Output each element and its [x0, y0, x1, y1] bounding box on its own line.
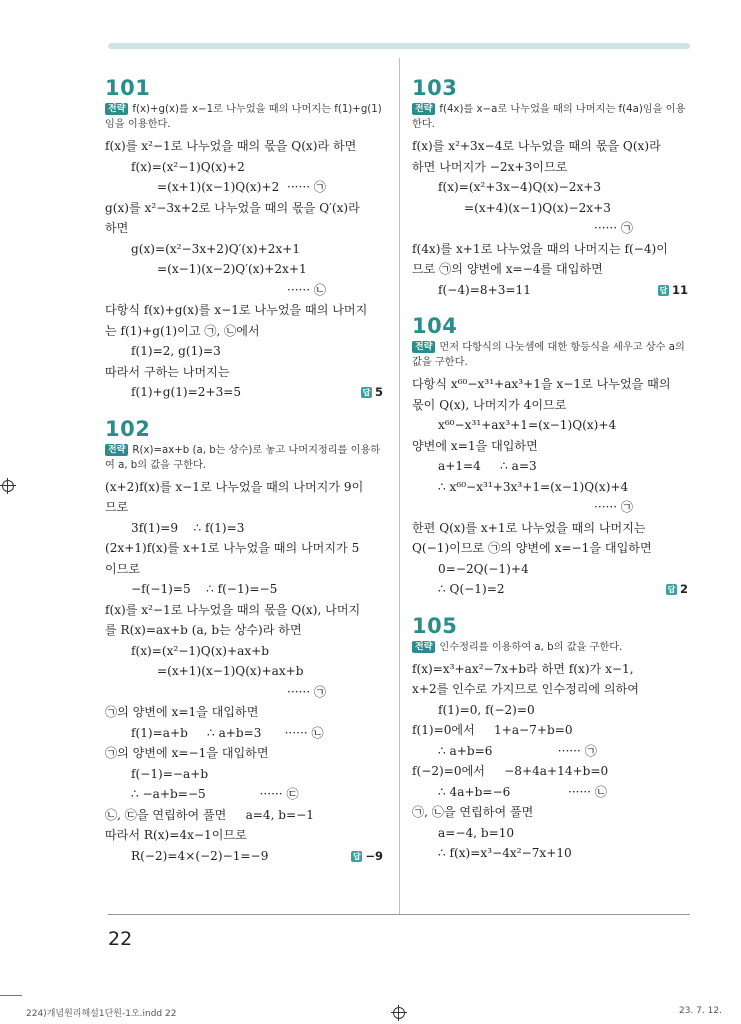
strategy-hint [105, 443, 387, 473]
strategy-tag: 전략 [412, 103, 435, 115]
strategy-text: f(4x)를 x−a로 나누었을 때의 나머지는 f(4a)임을 이용한다. [412, 104, 686, 130]
solution-line: f(1)=0에서 1+a−7+b=0 [412, 723, 573, 737]
answer-line: f(−4)=8+3=11 [438, 282, 531, 297]
solution-line: ∴ f(x)=x³−4x²−7x+10 [438, 846, 572, 860]
solution-line: −f(−1)=5 ∴ f(−1)=−5 [131, 582, 278, 596]
strategy-text: f(x)+g(x)를 x−1로 나누었을 때의 나머지는 f(1)+g(1)임을 이용한다. [105, 104, 382, 130]
solution-line: f(x)=(x²+3x−4)Q(x)−2x+3 [438, 180, 602, 194]
answer-label: 답 [659, 285, 668, 295]
solution-line: ······ ㉠ [287, 684, 327, 699]
answer [351, 846, 383, 867]
strategy-hint [412, 640, 692, 655]
answer-label: 답 [362, 388, 371, 397]
problem-number: 104 [412, 314, 458, 338]
footer-date: 23. 7. 12. [679, 1006, 722, 1016]
solution-line: f(x)=(x²−1)Q(x)+ax+b [131, 643, 270, 658]
solution-line: (2x+1)f(x)를 x+1로 나누었을 때의 나머지가 5 [105, 541, 360, 555]
solution-line: f(x)를 x²+3x−4로 나누었을 때의 몫을 Q(x)라 [412, 139, 661, 153]
solution-line: ㉠의 양변에 x=1을 대입하면 [105, 705, 259, 719]
problem-101 [105, 76, 387, 403]
solution-line: ㉠의 양변에 x=−1을 대입하면 [105, 746, 269, 760]
strategy-tag: 전략 [412, 341, 435, 353]
solution-line: 따라서 R(x)=4x−1이므로 [105, 828, 247, 842]
solution-line: ∴ 4a+b=−6 ······ ㉡ [438, 784, 607, 799]
strategy-text: 먼저 다항식의 나눗셈에 대한 항등식을 세우고 상수 a의 값을 구한다. [412, 342, 685, 368]
solution-line: =(x+1)(x−1)Q(x)+2 ······ ㉠ [157, 180, 326, 194]
problem-number: 105 [412, 613, 458, 638]
left-column [105, 76, 387, 880]
solution-line: 하면 나머지가 −2x+3이므로 [412, 159, 568, 174]
answer-row [105, 846, 387, 867]
problem-number: 101 [105, 76, 151, 100]
strategy-hint [412, 102, 692, 132]
solution-line: =(x+4)(x−1)Q(x)−2x+3 [464, 200, 611, 215]
solution-line: a=−4, b=10 [438, 825, 515, 840]
solution-line: ㉡, ㉢을 연립하여 풀면 a=4, b=−1 [105, 807, 314, 822]
solution-line: f(1)=0, f(−2)=0 [438, 702, 535, 717]
strategy-hint [412, 340, 692, 370]
solution-line: 양변에 x=1을 대입하면 [412, 438, 538, 453]
solution-line: x+2를 인수로 가지므로 인수정리에 의하여 [412, 682, 639, 696]
solution-line: 따라서 구하는 나머지는 [105, 364, 230, 379]
answer-line: ∴ Q(−1)=2 [438, 582, 505, 596]
problem-102 [105, 417, 387, 867]
answer-line: R(−2)=4×(−2)−1=−9 [131, 848, 269, 863]
crop-mark [0, 995, 22, 996]
solution-line: f(x)를 x²−1로 나누었을 때의 몫을 Q(x), 나머지 [105, 602, 361, 617]
solution-line: ∴ x⁶⁰−x³¹+3x³+1=(x−1)Q(x)+4 [438, 479, 629, 494]
registration-mark-icon [0, 478, 16, 494]
strategy-text: 인수정리를 이용하여 a, b의 값을 구한다. [439, 641, 623, 653]
solution-line: f(x)=(x²−1)Q(x)+2 [131, 159, 245, 174]
problem-105 [412, 614, 692, 864]
strategy-hint [105, 102, 387, 132]
solution-line: =(x+1)(x−1)Q(x)+ax+b [157, 664, 304, 678]
solution-line: x⁶⁰−x³¹+ax³+1=(x−1)Q(x)+4 [438, 418, 617, 432]
answer-line: f(1)+g(1)=2+3=5 [131, 385, 242, 399]
solution-line: 하면 [105, 221, 129, 235]
solution-line: ∴ −a+b=−5 ······ ㉢ [131, 787, 299, 801]
solution-line: =(x−1)(x−2)Q′(x)+2x+1 [157, 262, 307, 276]
solution-line: 므로 ㉠의 양변에 x=−4를 대입하면 [412, 262, 603, 276]
solution-line: ㉠, ㉡을 연립하여 풀면 [412, 805, 534, 819]
solution-line: g(x)=(x²−3x+2)Q′(x)+2x+1 [131, 241, 301, 256]
solution-line: ∴ a+b=6 ······ ㉠ [438, 743, 597, 758]
strategy-tag: 전략 [105, 444, 128, 456]
answer-row [412, 579, 692, 600]
answer-label: 답 [352, 851, 361, 861]
strategy-text: R(x)=ax+b (a, b는 상수)로 놓고 나머지정리를 이용하여 a, b의 값을 구한다. [105, 444, 381, 471]
problem-103 [412, 76, 692, 300]
answer-value: 5 [374, 385, 383, 399]
solution-line: ······ ㉡ [287, 282, 327, 297]
registration-mark-icon [391, 1005, 407, 1021]
solution-line: f(x)를 x²−1로 나누었을 때의 몫을 Q(x)라 하면 [105, 139, 357, 153]
right-column [412, 76, 692, 878]
column-divider [399, 58, 400, 915]
solution-line: ······ ㉠ [594, 221, 634, 235]
top-decorative-bar [108, 43, 690, 49]
solution-line: 다항식 x⁶⁰−x³¹+ax³+1을 x−1로 나누었을 때의 [412, 377, 671, 391]
solution-line: 므로 [105, 500, 129, 514]
problem-number: 102 [105, 416, 151, 441]
strategy-tag: 전략 [412, 641, 435, 653]
strategy-tag: 전략 [105, 103, 128, 115]
solution-line: (x+2)f(x)를 x−1로 나누었을 때의 나머지가 9이 [105, 479, 364, 494]
solution-line: 다항식 f(x)+g(x)를 x−1로 나누었을 때의 나머지 [105, 303, 368, 317]
problem-number: 103 [412, 76, 458, 100]
answer-value: 11 [671, 282, 688, 297]
solution-line: g(x)를 x²−3x+2로 나누었을 때의 몫을 Q′(x)라 [105, 200, 360, 215]
solution-line: 0=−2Q(−1)+4 [438, 561, 529, 576]
answer-value: 2 [679, 582, 688, 596]
solution-line: f(4x)를 x+1로 나누었을 때의 나머지는 f(−4)이 [412, 241, 668, 256]
solution-line: f(1)=a+b ∴ a+b=3 ······ ㉡ [131, 725, 324, 740]
answer-value: −9 [365, 848, 383, 863]
solution-line: ······ ㉠ [594, 500, 634, 514]
solution-line: 는 f(1)+g(1)이고 ㉠, ㉡에서 [105, 323, 260, 338]
answer-row [105, 382, 387, 403]
answer-label: 답 [667, 585, 676, 594]
solution-line: Q(−1)이므로 ㉠의 양변에 x=−1을 대입하면 [412, 541, 652, 555]
page-number: 22 [108, 928, 133, 950]
solution-line: 3f(1)=9 ∴ f(1)=3 [131, 520, 245, 535]
solution-line: 몫이 Q(x), 나머지가 4이므로 [412, 397, 567, 412]
solution-line: 한편 Q(x)를 x+1로 나누었을 때의 나머지는 [412, 520, 646, 535]
solution-line: 이므로 [105, 561, 141, 576]
answer [361, 382, 383, 403]
answer [658, 280, 688, 301]
bottom-rule [108, 914, 690, 915]
solution-line: 를 R(x)=ax+b (a, b는 상수)라 하면 [105, 623, 302, 637]
answer [666, 579, 688, 600]
problem-104 [412, 314, 692, 600]
solution-line: f(1)=2, g(1)=3 [131, 344, 221, 358]
footer-filename: 224)개념원리해설1단원-1오.indd 22 [26, 1009, 177, 1019]
solution-line: f(−2)=0에서 −8+4a+14+b=0 [412, 764, 609, 778]
solution-line: a+1=4 ∴ a=3 [438, 459, 537, 473]
solution-line: f(−1)=−a+b [131, 766, 209, 781]
answer-row [412, 280, 692, 301]
solution-line: f(x)=x³+ax²−7x+b라 하면 f(x)가 x−1, [412, 661, 634, 676]
